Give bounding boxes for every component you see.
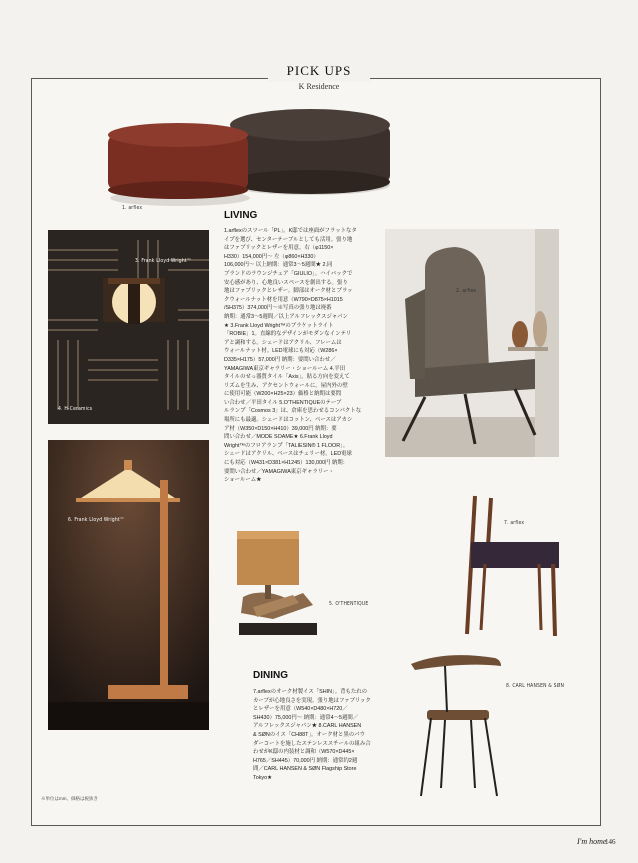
dining-line: SH430）75,000円〜 納期：通常4〜5週間／: [253, 714, 359, 721]
caption-4: 4. H-Ceramics: [58, 406, 93, 412]
living-line: 106,000円〜 以上納期：通常3〜5週間★ 2.同: [224, 262, 333, 269]
living-line: 1.arflexのスツール「PL」。K邸では座面がフラットなタ: [224, 228, 357, 234]
living-line: クウォールナット材を用意（W790×D875×H1015: [224, 296, 343, 303]
living-body: [224, 227, 386, 485]
living-line: D335×H175）57,000円 納期：要問い合わせ／: [224, 356, 336, 363]
living-line: 安心感があり、心地良いスペースを創出する。張り: [224, 279, 348, 286]
living-line: い合わせ／平田タイル 5.O'THENTIQUEのテーブ: [224, 399, 342, 406]
living-line: ショールーム★: [224, 477, 262, 484]
living-line: イプを選び、センターテーブルとしても活用。張り地: [224, 236, 353, 243]
living-line: 納期：通常3〜5週間／以上アルフレックスジャパン: [224, 313, 348, 320]
caption-2: 2. arflex: [456, 288, 477, 294]
page-number: 146: [605, 838, 616, 846]
photo-dining-chair-shin: [455, 490, 565, 640]
dining-line: & SØNのイス「CH88T」。オーク材と黒のパウ: [253, 731, 365, 738]
photo-table-lamp: [233, 527, 323, 645]
living-line: 地はファブリックとレザー。脚部はオーク材とブラッ: [224, 288, 353, 295]
dining-heading: DINING: [253, 670, 288, 681]
dining-line: アルフレックスジャパン★ 8.CARL HANSEN: [253, 723, 362, 730]
caption-7: 7. arflex: [504, 520, 525, 526]
living-line: ウォールナット材。LED電球にも対応（W286×: [224, 348, 338, 355]
living-line: 要問い合わせ／YAMAGIWA東京ギャラリー・: [224, 468, 334, 475]
dining-body: [253, 688, 403, 783]
footnote: ※単位はmm、価格は税抜き: [41, 796, 98, 801]
living-line: ★ 3.Frank Lloyd Wright™のブラケットライト: [224, 322, 334, 329]
dining-line: カーブが心地良さを実現。張り地はファブリック: [253, 697, 371, 704]
photo-floor-lamp: [48, 440, 209, 730]
living-line: ブランドのラウンジチェア「GIULIO」。ハイバックで: [224, 270, 353, 277]
living-line: タイルのせっ器質タイル「Axis」。貼る方向を変えて: [224, 374, 350, 381]
living-line: 「ROBIE」1。直線的なデザインがモダンなインテリ: [224, 331, 352, 338]
living-line: Wright™のフロアランプ「TALIESIN® 1 FLOOR」。: [224, 442, 349, 449]
living-line: 場所にも最適。シェードはコットン、ベースはアカシ: [224, 417, 353, 424]
dining-line: わせがK邸の内装材と調和（W570×D445×: [253, 749, 355, 756]
living-line: 問い合わせ／MODE SOAME★ 6.Frank Lloyd: [224, 434, 333, 441]
caption-5: 5. O'THENTIQUE: [329, 601, 369, 607]
caption-1: 1. arflex: [122, 205, 143, 211]
page-title: PICK UPS: [286, 63, 352, 78]
living-line: リズムを生み、アクセントウォールに。屋内外の壁: [224, 382, 348, 389]
caption-8: 8. CARL HANSEN & SØN: [506, 683, 565, 689]
living-line: はファブリックとレザーを用意。右（φ1150×: [224, 245, 334, 252]
page-subtitle: K Residence: [298, 82, 340, 91]
living-line: H330）154,000円〜 左（φ860×H330）: [224, 253, 319, 260]
dining-line: ダーコートを施したステンレススチールの組み合: [253, 740, 371, 747]
living-heading: LIVING: [224, 210, 258, 221]
living-line: シェードはアクリル、ベースはチェリー材。LED電球: [224, 451, 352, 458]
caption-6: 6. Frank Lloyd Wright™: [68, 517, 125, 523]
living-line: ルランプ「Cosmos 3」は、倉庫を思わせるコンパクトな: [224, 408, 362, 415]
photo-lounge-chair: [385, 229, 559, 457]
living-line: にも対応（W431×D381×H1245）130,000円 納期：: [224, 460, 349, 467]
living-line: YAMAGIWA東京ギャラリー・ショールーム 4.平田: [224, 365, 346, 372]
photo-dining-chair-ch88t: [405, 648, 510, 798]
caption-3: 3. Frank Lloyd Wright™: [135, 258, 192, 264]
magazine-name: I'm home: [577, 837, 607, 846]
dining-line: H765／SH445）70,000円 納期：通常約2週: [253, 757, 358, 764]
living-line: /SH375）374,000円〜※写真の張り地は廃番: [224, 305, 332, 312]
dining-line: 7.arflexのオーク材製イス「SHIN」。背もたれの: [253, 689, 368, 695]
dining-line: Tokyo★: [253, 774, 272, 781]
photo-ottomans: [100, 100, 400, 210]
living-line: に使用可能（W200×H25×23）価格と納期は要問: [224, 391, 342, 398]
living-line: アと調和する。シェードはアクリル、フレームは: [224, 339, 342, 346]
living-line: ア材（W350×D150×H410）39,000円 納期：要: [224, 425, 337, 432]
dining-line: とレザーを用意（W540×D480×H720／: [253, 706, 348, 713]
dining-line: 間／CARL HANSEN & SØN Flagship Store: [253, 766, 357, 773]
